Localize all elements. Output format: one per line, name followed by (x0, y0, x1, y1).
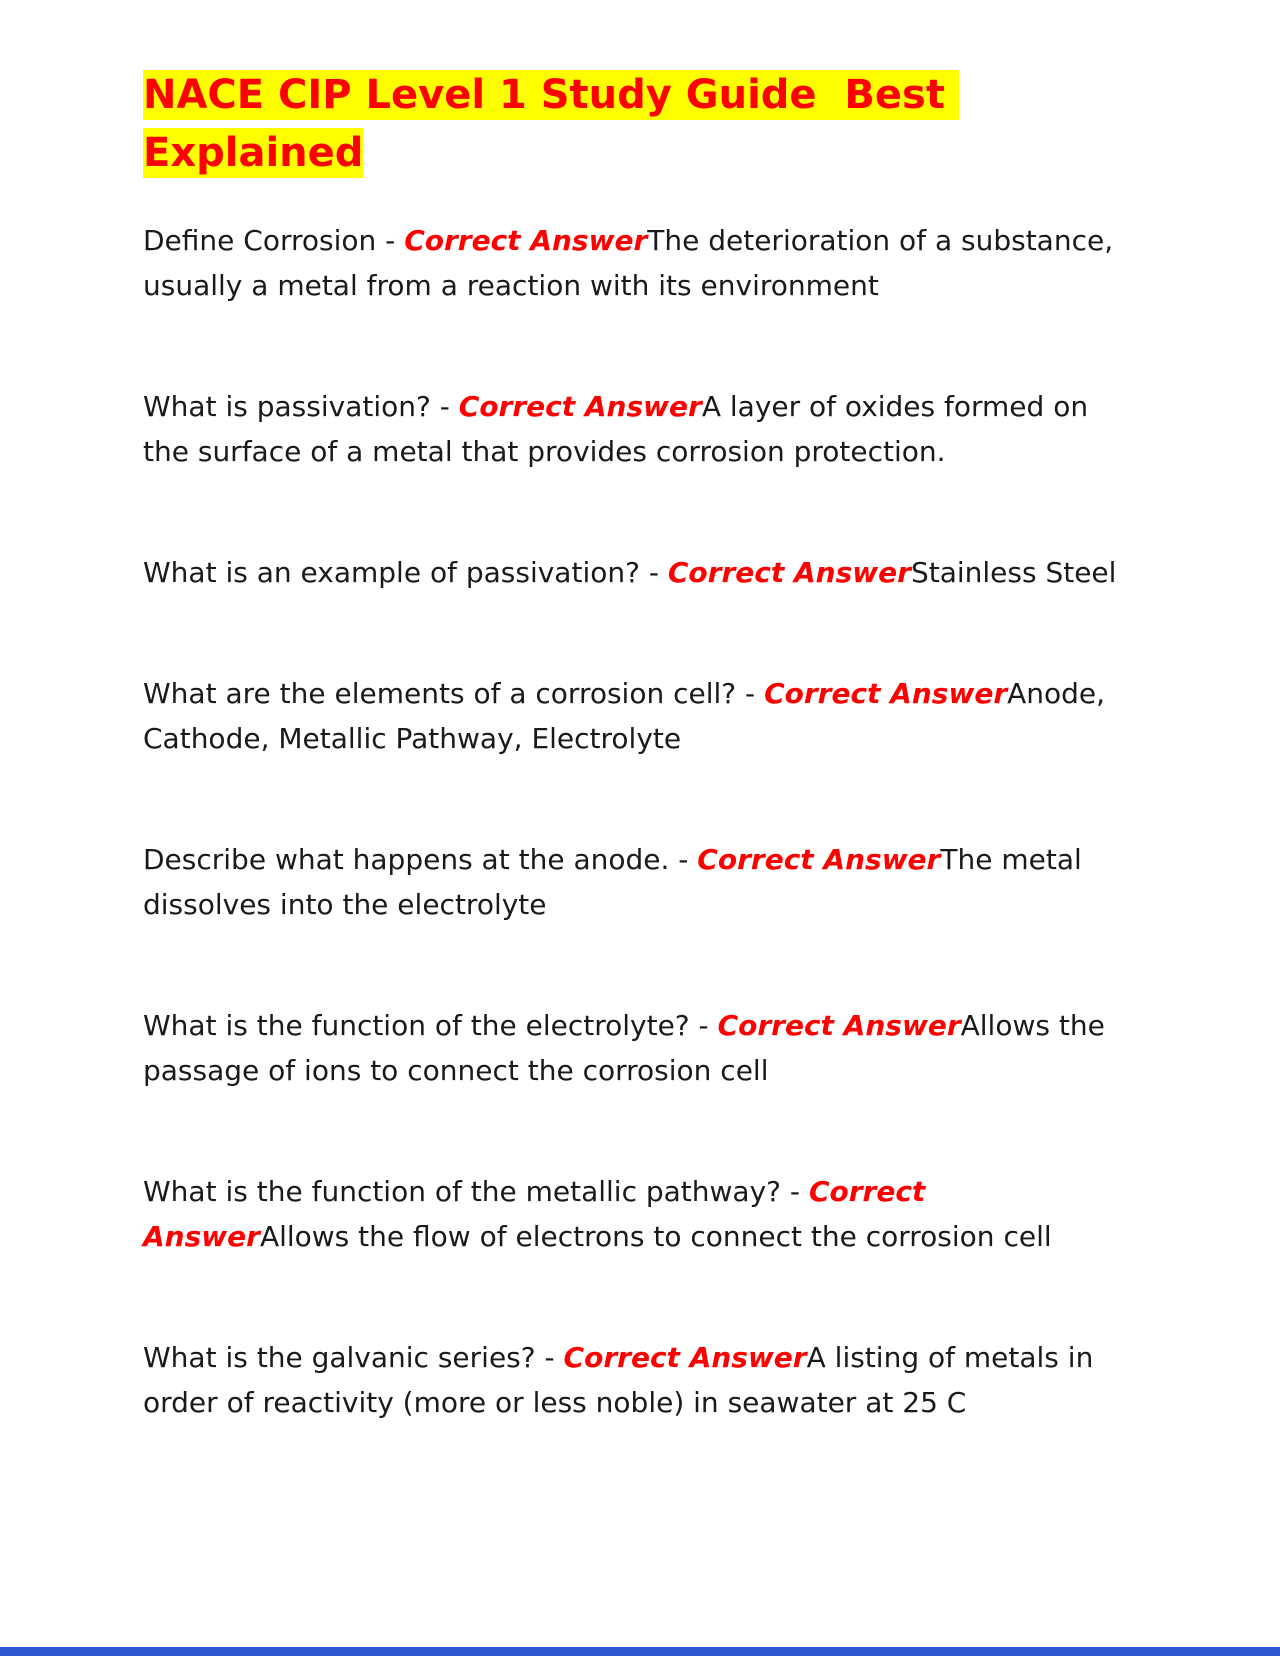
correct-answer-label: Correct Answer (667, 556, 911, 589)
footer-bar (0, 1647, 1280, 1656)
question-text: What is the galvanic series? - (143, 1341, 564, 1374)
answer-text: Stainless Steel (910, 556, 1117, 589)
answer-text: A listing of metals in order of reactivity (more or less noble) in seawater at 25 C (143, 1341, 1094, 1419)
qa-item (143, 1335, 1135, 1425)
answer-text: The metal dissolves into the electrolyte (143, 843, 1082, 921)
correct-answer-label: Correct Answer (458, 390, 702, 423)
page-title (143, 66, 1135, 182)
answer-text: Allows the passage of ions to connect the corrosion cell (143, 1009, 1105, 1087)
answer-text: The deterioration of a substance, usually a metal from a reaction with its environment (143, 224, 1114, 302)
question-text: What is passivation? - (143, 390, 459, 423)
correct-answer-label: Correct Answer (563, 1341, 807, 1374)
correct-answer-label: Correct Answer (764, 677, 1008, 710)
correct-answer-label: Correct Answer (697, 843, 941, 876)
question-text: What is the function of the electrolyte? - (143, 1009, 718, 1042)
qa-item (143, 384, 1135, 474)
answer-text: Allows the flow of electrons to connect the corrosion cell (259, 1220, 1052, 1253)
answer-text: Anode, Cathode, Metallic Pathway, Electrolyte (143, 677, 1106, 755)
correct-answer-label: Correct Answer (404, 224, 648, 257)
qa-item (143, 550, 1135, 595)
qa-item (143, 837, 1135, 927)
answer-text: A layer of oxides formed on the surface of a metal that provides corrosion protection. (143, 390, 1089, 468)
correct-answer-label: Correct Answer (143, 1175, 926, 1253)
title-highlight: NACE CIP Level 1 Study Guide Best Explained (143, 72, 959, 176)
question-text: Describe what happens at the anode. - (143, 843, 698, 876)
question-text: What is an example of passivation? - (143, 556, 668, 589)
question-text: What is the function of the metallic pathway? - (143, 1175, 809, 1208)
qa-item (143, 671, 1135, 761)
correct-answer-label: Correct Answer (717, 1009, 961, 1042)
qa-item (143, 1169, 1135, 1259)
qa-item (143, 218, 1135, 308)
question-text: What are the elements of a corrosion cell? - (143, 677, 765, 710)
question-text: Define Corrosion - (143, 224, 405, 257)
qa-item (143, 1003, 1135, 1093)
